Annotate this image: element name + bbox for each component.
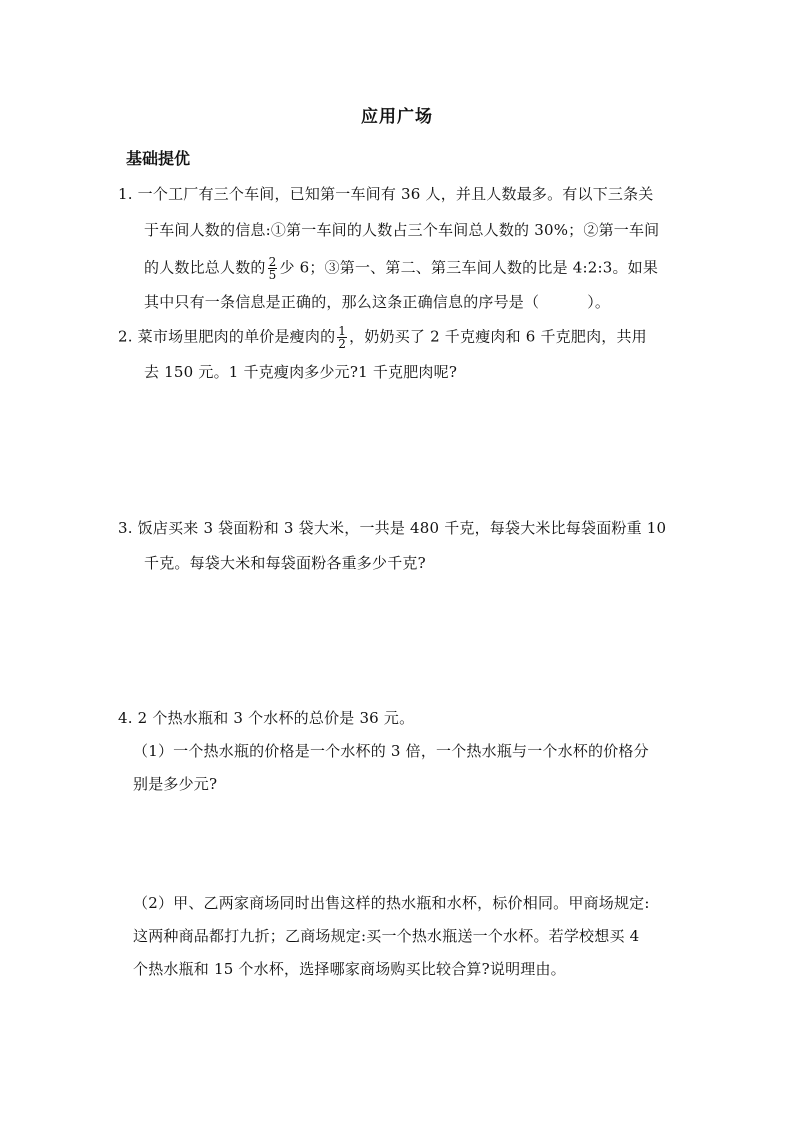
q2-fraction-denominator: 2 <box>338 337 347 351</box>
q2-line-2: 去 150 元。1 千克瘦肉多少元?1 千克肥肉呢? <box>144 363 458 381</box>
q2-fraction <box>337 325 347 350</box>
q1-line-4 <box>144 292 610 312</box>
q1-line-3 <box>144 256 658 281</box>
q2-line-1-text-b: ，奶奶买了 2 千克瘦肉和 6 千克肥肉，共用 <box>349 327 647 346</box>
q1-fraction-denominator: 5 <box>268 268 277 282</box>
q1-line-3-text-b: 少 6；③第一、第二、第三车间人数的比是 4:2:3。如果 <box>279 258 659 277</box>
q1-line-3-text-a: 的人数比总人数的 <box>144 258 266 277</box>
q1-line-2: 于车间人数的信息:①第一车间的人数占三个车间总人数的 30%；②第一车间 <box>144 221 660 239</box>
page-title: 应用广场 <box>361 107 433 127</box>
q4-line-1: 4. 2 个热水瓶和 3 个水杯的总价是 36 元。 <box>118 709 415 727</box>
q1-line-4-text-a: 其中只有一条信息是正确的，那么这条正确信息的序号是（ <box>144 293 540 311</box>
q4-part2-line-3: 个热水瓶和 15 个水杯，选择哪家商场购买比较合算?说明理由。 <box>133 960 566 978</box>
q3-line-2: 千克。每袋大米和每袋面粉各重多少千克? <box>144 554 426 572</box>
q2-line-1 <box>118 325 647 350</box>
section-heading: 基础提优 <box>126 149 191 168</box>
q4-part2-line-2: 这两种商品都打九折；乙商场规定:买一个热水瓶送一个水杯。若学校想买 4 <box>133 927 640 945</box>
q4-part1-line-1: （1）一个热水瓶的价格是一个水杯的 3 倍，一个热水瓶与一个水杯的价格分 <box>133 742 649 760</box>
q1-fraction-numerator: 2 <box>268 255 277 269</box>
q4-part2-line-1: （2）甲、乙两家商场同时出售这样的热水瓶和水杯，标价相同。甲商场规定: <box>133 894 650 912</box>
q1-fraction <box>268 256 278 281</box>
q1-line-1: 1. 一个工厂有三个车间，已知第一车间有 36 人，并且人数最多。有以下三条关 <box>118 185 654 203</box>
q3-line-1: 3. 饭店买来 3 袋面粉和 3 袋大米，一共是 480 千克，每袋大米比每袋面粉重 10 <box>118 519 667 537</box>
q2-line-1-text-a: 2. 菜市场里肥肉的单价是瘦肉的 <box>118 327 336 346</box>
q2-fraction-numerator: 1 <box>338 324 347 338</box>
q4-part1-line-2: 别是多少元? <box>133 775 218 793</box>
q1-line-4-text-b: ）。 <box>587 293 611 311</box>
